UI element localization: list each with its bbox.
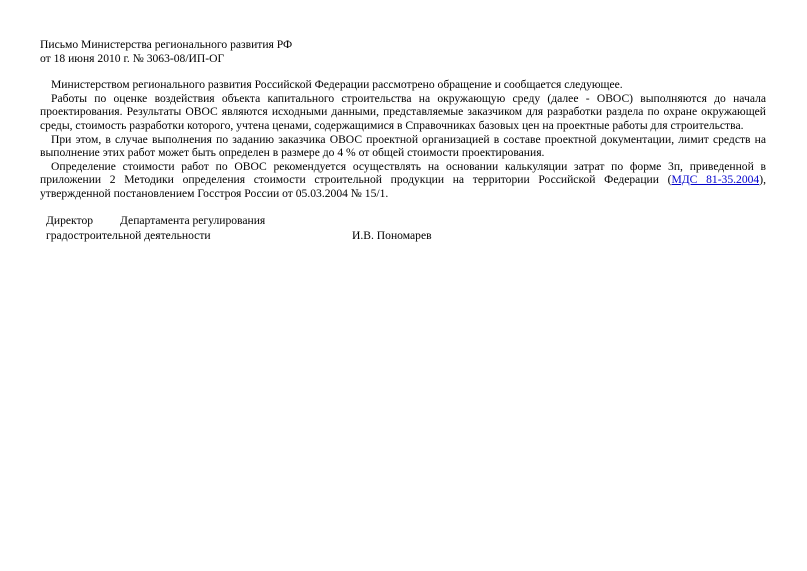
signatory-name: И.В. Пономарев	[352, 228, 432, 242]
paragraph-intro: Министерством регионального развития Российской Федерации рассмотрено обращение и сообщается следующее.	[51, 78, 623, 92]
signatory-department-line2: градостроительной деятельности	[46, 228, 211, 242]
cost-method-text-after: ), утвержденной постановлением Госстроя России от 05.03.2004 № 15/1.	[40, 173, 766, 200]
cost-method-text-before: Определение стоимости работ по ОВОС рекомендуется осуществлять на основании калькуляции затрат по форме 3п, приведенной в приложении 2 Методики определения стоимости строительной продукции на территории Российской Федерации (	[40, 159, 766, 187]
letter-date-number: от 18 июня 2010 г. № 3063-08/ИП-ОГ	[40, 51, 225, 65]
paragraph-limit: При этом, в случае выполнения по заданию заказчика ОВОС проектной организацией в составе проектной документации, лимит средств на выполнение этих работ может быть определен в размере до 4 % от общей стоимости проектирования.	[40, 132, 766, 160]
signatory-department-line1: Департамента регулирования	[120, 214, 266, 227]
paragraph-ovos-works: Работы по оценке воздействия объекта капитального строительства на окружающую среду (далее - ОВОС) выполняются до начала проектирования. Результаты ОВОС являются исходными данными, представляемые заказчиком для разработки раздела по охране окружающей среды, стоимость разработки которого, учтена ценами, содержащимися в Справочниках базовых цен на проектные работы для строительства.	[40, 91, 766, 132]
mds-document-link[interactable]: МДС 81-35.2004	[671, 173, 760, 187]
letter-title: Письмо Министерства регионального развития РФ	[40, 38, 293, 51]
letter-body	[40, 78, 766, 200]
signatory-position: Директор	[46, 214, 94, 227]
signature-row-1	[46, 214, 466, 229]
letter-document	[40, 38, 766, 201]
signature-row-2	[46, 229, 466, 244]
paragraph-cost-method	[40, 160, 766, 201]
signature-block	[46, 214, 466, 243]
